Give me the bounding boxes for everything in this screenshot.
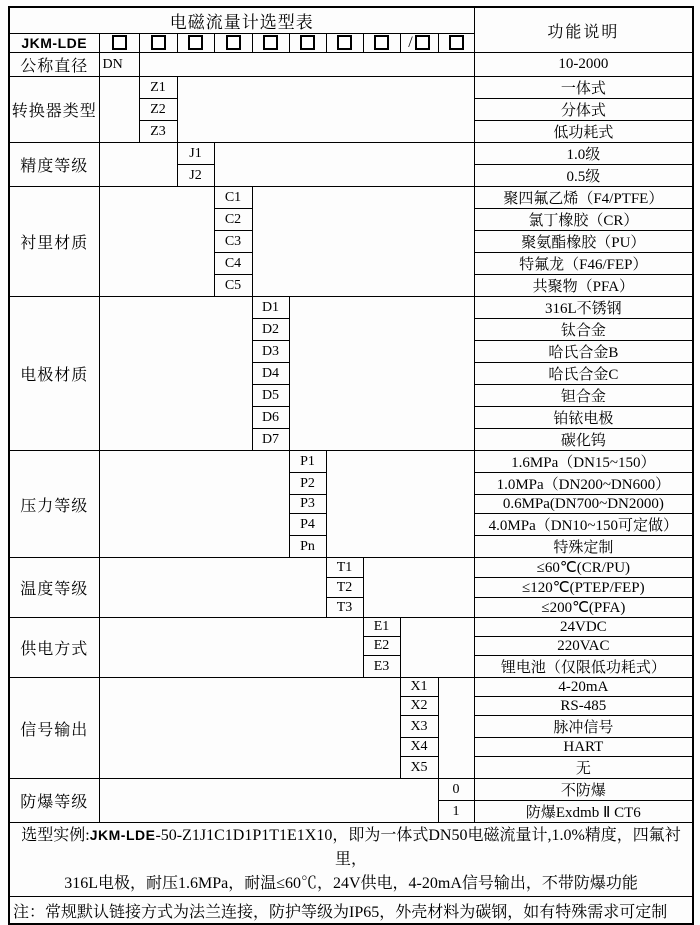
code-cell-D4: D4 [252, 363, 289, 385]
spacer-cell [99, 77, 139, 143]
table-row [9, 618, 693, 637]
desc-cell: 铂铱电极 [474, 407, 693, 429]
spacer-cell [289, 297, 474, 451]
desc-cell: 特氟龙（F46/FEP） [474, 253, 693, 275]
model-prefix: JKM-LDE [9, 34, 99, 53]
table-row [9, 297, 693, 319]
example-line-1 [10, 823, 692, 872]
desc-cell: 哈氏合金C [474, 363, 693, 385]
model-checkbox-cell [99, 34, 139, 53]
code-cell-C4: C4 [214, 253, 252, 275]
spacer-cell [363, 558, 474, 618]
code-cell-X4: X4 [400, 738, 438, 757]
code-cell-T1: T1 [326, 558, 363, 578]
spacer-cell [99, 187, 214, 297]
table-row [9, 77, 693, 99]
model-checkbox[interactable] [188, 35, 203, 50]
model-checkbox[interactable] [263, 35, 278, 50]
code-cell-J1: J1 [177, 143, 214, 165]
desc-cell: 1.6MPa（DN15~150） [474, 451, 693, 473]
desc-cell: RS-485 [474, 697, 693, 716]
section-label-converter-type: 转换器类型 [9, 77, 99, 143]
model-checkbox[interactable] [226, 35, 241, 50]
code-cell-E3: E3 [363, 656, 400, 678]
code-cell-X1: X1 [400, 678, 438, 697]
code-cell-D6: D6 [252, 407, 289, 429]
model-checkbox-cell [252, 34, 289, 53]
desc-cell: ≤60℃(CR/PU) [474, 558, 693, 578]
model-checkbox[interactable] [112, 35, 127, 50]
desc-cell: 氯丁橡胶（CR） [474, 209, 693, 231]
code-cell-P1: P1 [289, 451, 326, 473]
desc-cell: 碳化钨 [474, 429, 693, 451]
spacer-cell [99, 618, 363, 678]
desc-cell: 无 [474, 757, 693, 779]
spacer-cell [177, 77, 474, 143]
section-label-signal-output: 信号输出 [9, 678, 99, 779]
model-checkbox-cell [400, 34, 438, 53]
model-checkbox-cell [438, 34, 474, 53]
spacer-cell [99, 558, 326, 618]
desc-cell: 0.5级 [474, 165, 693, 187]
desc-cell: 钛合金 [474, 319, 693, 341]
desc-cell: 220VAC [474, 637, 693, 656]
code-cell-1: 1 [438, 801, 474, 823]
code-cell-D2: D2 [252, 319, 289, 341]
code-cell-X3: X3 [400, 716, 438, 738]
table-row [9, 187, 693, 209]
function-header: 功能说明 [474, 7, 693, 53]
desc-cell: 0.6MPa(DN700~DN2000) [474, 495, 693, 514]
example-line-2: 316L电极，耐压1.6MPa，耐温≤60℃，24V供电，4-20mA信号输出，不带防爆功能 [64, 875, 638, 892]
desc-cell: 一体式 [474, 77, 693, 99]
desc-cell: 不防爆 [474, 779, 693, 801]
code-cell-C1: C1 [214, 187, 252, 209]
code-cell-J2: J2 [177, 165, 214, 187]
code-cell-T3: T3 [326, 598, 363, 618]
table-row [9, 678, 693, 697]
section-label-power-supply: 供电方式 [9, 618, 99, 678]
desc-cell: 锂电池（仅限低功耗式） [474, 656, 693, 678]
table-row [9, 558, 693, 578]
section-label-nominal-diameter: 公称直径 [9, 53, 99, 77]
section-label-electrode-material: 电极材质 [9, 297, 99, 451]
code-cell-Z3: Z3 [139, 121, 177, 143]
desc-cell: 4.0MPa（DN10~150可定做） [474, 514, 693, 536]
section-label-explosion-proof: 防爆等级 [9, 779, 99, 823]
spacer-cell [99, 451, 289, 558]
desc-cell: HART [474, 738, 693, 757]
code-cell-Z1: Z1 [139, 77, 177, 99]
code-cell-P2: P2 [289, 473, 326, 495]
code-cell-C3: C3 [214, 231, 252, 253]
desc-cell: ≤120℃(PTEP/FEP) [474, 578, 693, 598]
desc-cell: 防爆Exdmb Ⅱ CT6 [474, 801, 693, 823]
spacer-cell [438, 678, 474, 779]
example-line-1-text: -50-Z1J1C1D1P1T1E1X10，即为一体式DN50电磁流量计,1.0%精度，四氟衬里， [155, 827, 681, 868]
code-cell-C2: C2 [214, 209, 252, 231]
model-checkbox-cell [177, 34, 214, 53]
model-checkbox-cell [139, 34, 177, 53]
desc-cell: 10-2000 [474, 53, 693, 77]
spec-sheet [8, 6, 694, 925]
model-checkbox-cell [363, 34, 400, 53]
section-label-liner-material: 衬里材质 [9, 187, 99, 297]
table-row [9, 143, 693, 165]
code-cell-C5: C5 [214, 275, 252, 297]
desc-cell: 分体式 [474, 99, 693, 121]
spacer-cell [99, 297, 252, 451]
table-title: 电磁流量计选型表 [9, 7, 474, 34]
desc-cell: 24VDC [474, 618, 693, 637]
section-label-temperature-rating: 温度等级 [9, 558, 99, 618]
section-label-pressure-rating: 压力等级 [9, 451, 99, 558]
code-cell-P3: P3 [289, 495, 326, 514]
selection-table [8, 6, 694, 925]
spacer-cell [99, 143, 177, 187]
code-cell-E2: E2 [363, 637, 400, 656]
code-cell-D1: D1 [252, 297, 289, 319]
model-checkbox-cell [289, 34, 326, 53]
spacer-cell [99, 779, 438, 823]
table-row [9, 53, 693, 77]
model-checkbox[interactable] [300, 35, 315, 50]
example-label: 选型实例: [21, 827, 90, 844]
code-cell-0: 0 [438, 779, 474, 801]
section-label-accuracy-class: 精度等级 [9, 143, 99, 187]
code-cell-Z2: Z2 [139, 99, 177, 121]
model-checkbox[interactable] [374, 35, 389, 50]
table-row [9, 451, 693, 473]
spacer-cell [139, 53, 474, 77]
example-row [9, 823, 693, 897]
model-checkbox[interactable] [415, 35, 430, 50]
spacer-cell [400, 618, 474, 678]
desc-cell: 4-20mA [474, 678, 693, 697]
model-checkbox[interactable] [449, 35, 464, 50]
desc-cell: 聚四氟乙烯（F4/PTFE） [474, 187, 693, 209]
desc-cell: 哈氏合金B [474, 341, 693, 363]
code-cell-T2: T2 [326, 578, 363, 598]
note-row: 注：常规默认链接方式为法兰连接，防护等级为IP65，外壳材料为碳钢，如有特殊需求可定制 [9, 897, 693, 925]
desc-cell: 脉冲信号 [474, 716, 693, 738]
model-checkbox-cell [326, 34, 363, 53]
code-cell-E1: E1 [363, 618, 400, 637]
code-cell-X2: X2 [400, 697, 438, 716]
desc-cell: 特殊定制 [474, 536, 693, 558]
desc-cell: 1.0级 [474, 143, 693, 165]
desc-cell: 316L不锈钢 [474, 297, 693, 319]
example-model-code: JKM-LDE [89, 827, 156, 843]
model-checkbox[interactable] [337, 35, 352, 50]
spacer-cell [326, 451, 474, 558]
spacer-cell [214, 143, 474, 187]
spacer-cell [252, 187, 474, 297]
model-checkbox[interactable] [151, 35, 166, 50]
code-cell-D3: D3 [252, 341, 289, 363]
model-checkbox-cell [214, 34, 252, 53]
table-row [9, 779, 693, 801]
desc-cell: 低功耗式 [474, 121, 693, 143]
code-cell-X5: X5 [400, 757, 438, 779]
desc-cell: 聚氨酯橡胶（PU） [474, 231, 693, 253]
desc-cell: 1.0MPa（DN200~DN600） [474, 473, 693, 495]
code-cell-P4: P4 [289, 514, 326, 536]
desc-cell: ≤200℃(PFA) [474, 598, 693, 618]
spacer-cell [99, 678, 400, 779]
code-cell-DN: DN [99, 53, 139, 77]
code-cell-D7: D7 [252, 429, 289, 451]
code-cell-Pn: Pn [289, 536, 326, 558]
desc-cell: 共聚物（PFA） [474, 275, 693, 297]
code-cell-D5: D5 [252, 385, 289, 407]
desc-cell: 钽合金 [474, 385, 693, 407]
slash-separator: / [408, 34, 413, 51]
